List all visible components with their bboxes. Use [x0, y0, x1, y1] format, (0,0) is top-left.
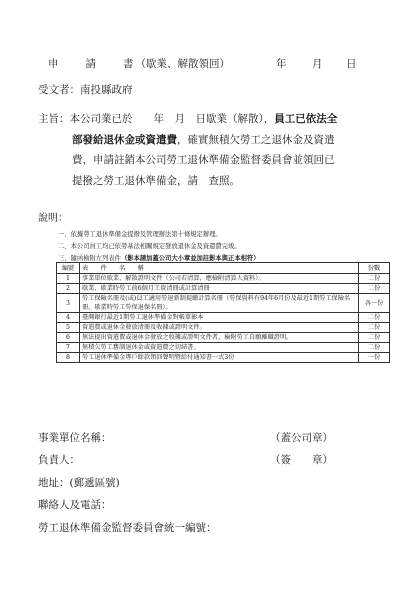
row-number: 1 [57, 274, 80, 284]
subject-line2-text: ，確實無積欠勞工之退休金及資遣 [177, 133, 335, 146]
note-item-3-bold: （影本請加蓋公司大小章並加註影本與正本相符） [120, 255, 260, 262]
contact-label: 聯絡人及電話： [38, 499, 112, 511]
table-row [57, 284, 390, 294]
row-count: 二份 [359, 343, 390, 353]
row-item-name: 資遣費或退休金發放清冊及收據或證明文件。 [80, 323, 359, 333]
row-number: 5 [57, 323, 80, 333]
row-item-name: 事業單位歇業、解散證明文件（公司若清算，應檢附清算人資料）。 [80, 274, 359, 284]
row-count: 二份 [359, 274, 390, 284]
header-count: 份數 [359, 263, 390, 274]
table-row [57, 313, 390, 323]
note-item-2: 二、本公司員工均已依勞基法相關規定發放退休金及資遣費完竣。 [58, 243, 241, 250]
date-year-label: 年 [276, 58, 287, 70]
table-row [57, 323, 390, 333]
row-count: 一份 [359, 353, 390, 363]
recipient-line [38, 82, 133, 97]
row-item-name: 無積欠勞工舊制退休金或資遣費之切結書。 [80, 343, 359, 353]
date-month-label: 月 [312, 58, 323, 70]
title-subtitle: （歇業、解散領回） [135, 58, 230, 70]
title-main: 申 請 書 [48, 58, 136, 70]
row-count: 二份 [359, 284, 390, 294]
row-item-name: 歇業、歇業時勞工前6個月工資清冊或計算清冊 [80, 284, 359, 294]
row-item-name: 無法提出資遣費或退休金發放之收據或證明文件者，檢附勞工自願離職證明。 [80, 333, 359, 343]
row-item-name: 臺灣銀行最近1期勞工退休準備金對帳單影本 [80, 313, 359, 323]
row-number: 8 [57, 353, 80, 363]
subject-block [38, 109, 378, 191]
subject-line-2 [38, 130, 378, 151]
header-item-name: 表 件 名 稱 [80, 263, 359, 274]
document-title [48, 56, 230, 71]
attachments-table [56, 262, 390, 363]
row-count: 二份 [359, 313, 390, 323]
row-item-name: 勞工保險名冊及(或)員工適用勞退新制提繳計算名冊（勞保資料有94年6月份及最近1期勞工保險名冊，歇業時勞工勞保退保名冊）。 [80, 294, 359, 313]
row-count: 二份 [359, 333, 390, 343]
owner-label: 負責人： [38, 454, 80, 466]
note-item-1: 一、依據勞工退休準備金提撥及管理辦法第十條規定辦理。 [58, 231, 222, 238]
table-header-row [57, 263, 390, 274]
row-number: 3 [57, 294, 80, 313]
notes-label: 說明： [38, 213, 68, 224]
recipient-label: 受文者： [38, 84, 80, 96]
row-item-name: 勞工退休準備金專戶餘款領回聲明暨給付通知書一式3份 [80, 353, 359, 363]
note-item-3 [58, 253, 260, 262]
row-number: 2 [57, 284, 80, 294]
row-number: 4 [57, 313, 80, 323]
row-count: 二份 [359, 323, 390, 333]
note-item-3-text: 三、隨函檢附左列表件 [58, 255, 121, 262]
owner-signature-label: （簽 章） [270, 454, 333, 466]
subject-line1-bold: 員工已依法全 [274, 113, 338, 125]
header-number: 編號 [57, 263, 80, 274]
subject-line2-bold: 部發給退休金或資遣費 [72, 133, 177, 146]
subject-line-3: 費，申請註銷本公司勞工退休準備金監督委員會並領回已 [72, 154, 335, 166]
table-row [57, 353, 390, 363]
row-number: 7 [57, 343, 80, 353]
subject-line-1 [38, 109, 378, 130]
subject-label: 主旨： [38, 113, 70, 125]
table-row [57, 343, 390, 353]
date-day-label: 日 [346, 58, 357, 70]
row-count: 各一份 [359, 294, 390, 313]
company-stamp-label: （蓋公司章） [270, 432, 333, 444]
table-row [57, 274, 390, 284]
table-row [57, 294, 390, 313]
table-row [57, 333, 390, 343]
company-name-label: 事業單位名稱： [38, 432, 112, 444]
subject-line-4: 提撥之勞工退休準備金，請 查照。 [72, 174, 240, 187]
recipient-value: 南投縣政府 [80, 84, 133, 96]
committee-id-label: 勞工退休準備金監督委員會統一編號： [38, 522, 217, 534]
address-label: 地址：(郵遞區號) [38, 477, 120, 489]
subject-line1-text: 本公司業已於 年 月 日歇業（解散）， [69, 113, 275, 125]
row-number: 6 [57, 333, 80, 343]
